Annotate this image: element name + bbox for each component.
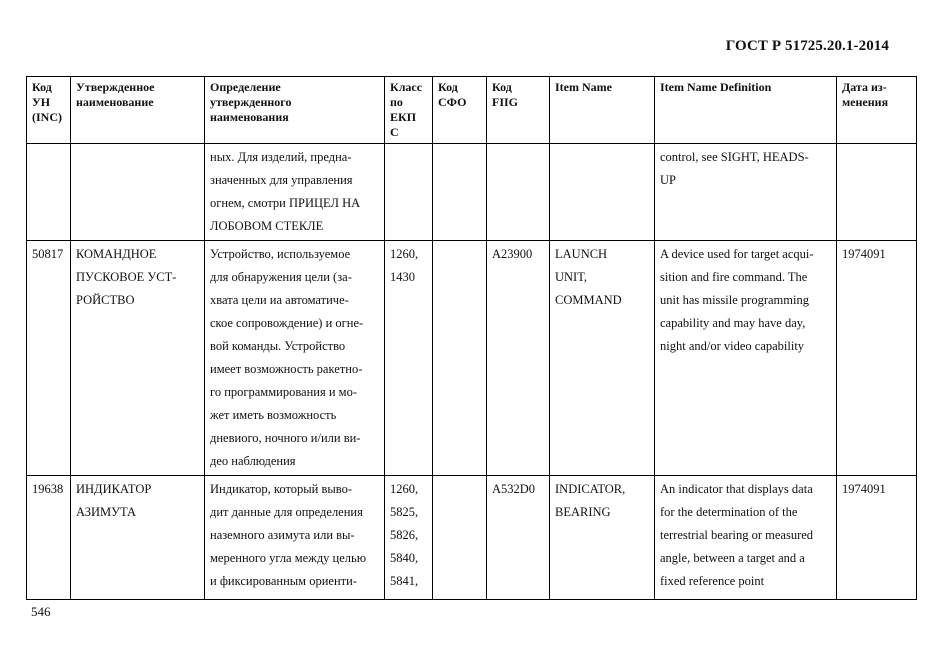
cell-definition-ru (205, 476, 385, 600)
cell-text-line: ных. Для изделий, предна- (210, 150, 352, 164)
cell-text-line: дневиого, ночного и/или ви- (210, 431, 361, 445)
cell-text-line: UP (660, 173, 676, 187)
cell-name-ru (71, 241, 205, 476)
cell-text-line: УН (32, 95, 51, 109)
cell-name-ru (71, 476, 205, 600)
cell-text-line: Код (32, 80, 52, 94)
cell-text-line: Утвержденное (76, 80, 155, 94)
header-item-definition (655, 77, 837, 144)
header-change-date (837, 77, 917, 144)
cell-text-line: BEARING (555, 505, 611, 519)
cell-text-line: 5841, (390, 574, 419, 588)
table-row (27, 241, 917, 476)
cell-text-line: LAUNCH (555, 247, 608, 261)
cell-text-line: вой команды. Устройство (210, 339, 346, 353)
cell-sfo (433, 476, 487, 600)
cell-text-line: 1260, (390, 247, 419, 261)
table-row (27, 476, 917, 600)
cell-text-line: по (390, 95, 403, 109)
cell-text-line: UNIT, (555, 270, 588, 284)
cell-text-line: capability and may have day, (660, 316, 806, 330)
cell-text-line: INDICATOR, (555, 482, 626, 496)
cell-text-line: 1260, (390, 482, 419, 496)
cell-text-line: Устройство, используемое (210, 247, 351, 261)
header-inc (27, 77, 71, 144)
cell-text-line: Дата из- (842, 80, 887, 94)
header-item-name (550, 77, 655, 144)
cell-definition-ru (205, 241, 385, 476)
cell-text-line: С (390, 125, 399, 139)
cell-text-line: наименования (210, 110, 289, 124)
cell-item-name (550, 144, 655, 241)
document-standard-number: ГОСТ Р 51725.20.1-2014 (725, 38, 889, 54)
cell-item-definition (655, 476, 837, 600)
cell-class (385, 476, 433, 600)
cell-text-line: для обнаружения цели (за- (210, 270, 352, 284)
table-row (27, 144, 917, 241)
cell-text-line: terrestrial bearing or measured (660, 528, 814, 542)
cell-text-line: Индикатор, который выво- (210, 482, 352, 496)
cell-text-line: night and/or video capability (660, 339, 805, 353)
cell-text-line: дит данные для определения (210, 505, 363, 519)
cell-text-line: sition and fire command. The (660, 270, 808, 284)
cell-text-line: ЛОБОВОМ СТЕКЛЕ (210, 219, 324, 233)
cell-sfo (433, 144, 487, 241)
cell-text-line: наименование (76, 95, 154, 109)
cell-text-line: менения (842, 95, 889, 109)
cell-item-name (550, 476, 655, 600)
cell-text-line: го программирования и мо- (210, 385, 357, 399)
cell-text-line: меренного угла между целью (210, 551, 367, 565)
cell-text-line: хвата цели иа автоматиче- (210, 293, 349, 307)
cell-inc (27, 144, 71, 241)
cell-text-line: Определение (210, 80, 281, 94)
cell-class (385, 241, 433, 476)
header-fiig (487, 77, 550, 144)
cell-fiig: A532D0 (487, 476, 550, 600)
cell-text-line: жет иметь возможность (210, 408, 337, 422)
cell-date: 1974091 (837, 241, 917, 476)
cell-sfo (433, 241, 487, 476)
cell-text-line: наземного азимута или вы- (210, 528, 355, 542)
cell-text-line: део наблюдения (210, 454, 296, 468)
cell-text-line: огнем, смотри ПРИЦЕЛ НА (210, 196, 361, 210)
cell-text-line: Код (438, 80, 458, 94)
cell-text-line: 5826, (390, 528, 419, 542)
cell-text-line: ЕКП (390, 110, 417, 124)
cell-fiig (487, 144, 550, 241)
cell-text-line: 5840, (390, 551, 419, 565)
cell-fiig: A23900 (487, 241, 550, 476)
cell-inc: 50817 (27, 241, 71, 476)
cell-text-line: Класс (390, 80, 423, 94)
cell-text-line: for the determination of the (660, 505, 798, 519)
cell-text-line: Item Name Definition (660, 80, 772, 94)
cell-text-line: Item Name (555, 80, 612, 94)
cell-text-line: unit has missile programming (660, 293, 809, 307)
cell-text-line: утвержденного (210, 95, 292, 109)
cell-text-line: ское сопровождение) и огне- (210, 316, 364, 330)
cell-date: 1974091 (837, 476, 917, 600)
cell-text-line: angle, between a target and a (660, 551, 805, 565)
cell-text-line: и фиксированным ориенти- (210, 574, 357, 588)
header-sfo (433, 77, 487, 144)
cell-text-line: имеет возможность ракетно- (210, 362, 363, 376)
page-number: 546 (31, 604, 51, 619)
cell-text-line: COMMAND (555, 293, 622, 307)
cell-item-definition (655, 241, 837, 476)
cell-text-line: 1430 (390, 270, 415, 284)
cell-text-line: РОЙСТВО (76, 293, 135, 307)
cell-text-line: ИНДИКАТОР (76, 482, 152, 496)
cell-text-line: СФО (438, 95, 467, 109)
cell-date (837, 144, 917, 241)
cell-text-line: ПУСКОВОЕ УСТ- (76, 270, 177, 284)
cell-definition-ru (205, 144, 385, 241)
cell-item-definition (655, 144, 837, 241)
nomenclature-table (26, 76, 917, 600)
header-definition (205, 77, 385, 144)
header-approved-name (71, 77, 205, 144)
cell-text-line: 5825, (390, 505, 419, 519)
cell-text-line: КОМАНДНОЕ (76, 247, 157, 261)
cell-text-line: FIIG (492, 95, 519, 109)
cell-text-line: A device used for target acqui- (660, 247, 814, 261)
cell-text-line: АЗИМУТА (76, 505, 137, 519)
cell-text-line: Код (492, 80, 512, 94)
cell-item-name (550, 241, 655, 476)
cell-inc: 19638 (27, 476, 71, 600)
cell-text-line: control, see SIGHT, HEADS- (660, 150, 809, 164)
header-class (385, 77, 433, 144)
cell-name-ru (71, 144, 205, 241)
cell-text-line: (INC) (32, 110, 62, 124)
cell-class (385, 144, 433, 241)
header-row (27, 77, 917, 144)
cell-text-line: fixed reference point (660, 574, 765, 588)
cell-text-line: An indicator that displays data (660, 482, 813, 496)
cell-text-line: значенных для управления (210, 173, 353, 187)
